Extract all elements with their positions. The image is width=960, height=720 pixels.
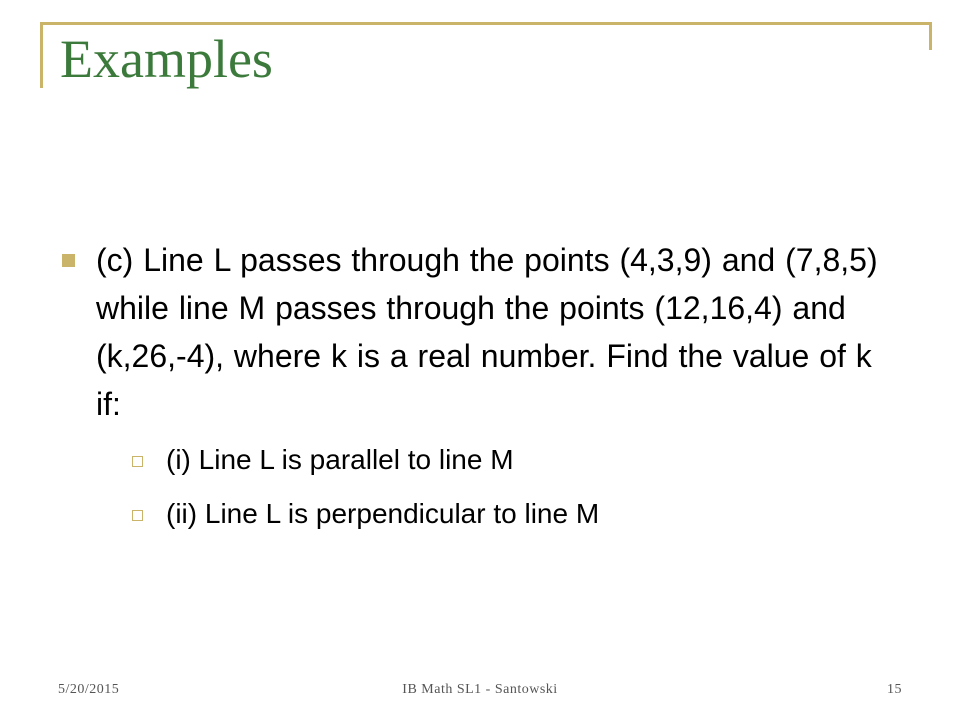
sub-item (132, 438, 880, 482)
bullet-item (60, 236, 880, 536)
hollow-square-bullet-icon (132, 510, 143, 521)
footer-page-number: 15 (887, 682, 902, 697)
bullet-list (60, 236, 880, 546)
frame-right-border (929, 22, 932, 50)
filled-square-bullet-icon (62, 254, 75, 267)
sub-item-text: (i) Line L is parallel to line M (166, 444, 514, 475)
hollow-square-bullet-icon (132, 456, 143, 467)
footer-title: IB Math SL1 - Santowski (402, 682, 558, 697)
footer-date: 5/20/2015 (58, 682, 120, 697)
frame-left-border (40, 22, 43, 88)
frame-top-border (40, 22, 932, 25)
sub-item (132, 492, 880, 536)
sub-list (96, 438, 880, 536)
slide-title: Examples (60, 29, 273, 89)
sub-item-text: (ii) Line L is perpendicular to line M (166, 498, 600, 529)
bullet-text: (c) Line L passes through the points (4,3,9) and (7,8,5) while line M passes through the points (12,16,4) and (k,26,-4), where k is a real number. Find the value of k if: (96, 242, 878, 422)
